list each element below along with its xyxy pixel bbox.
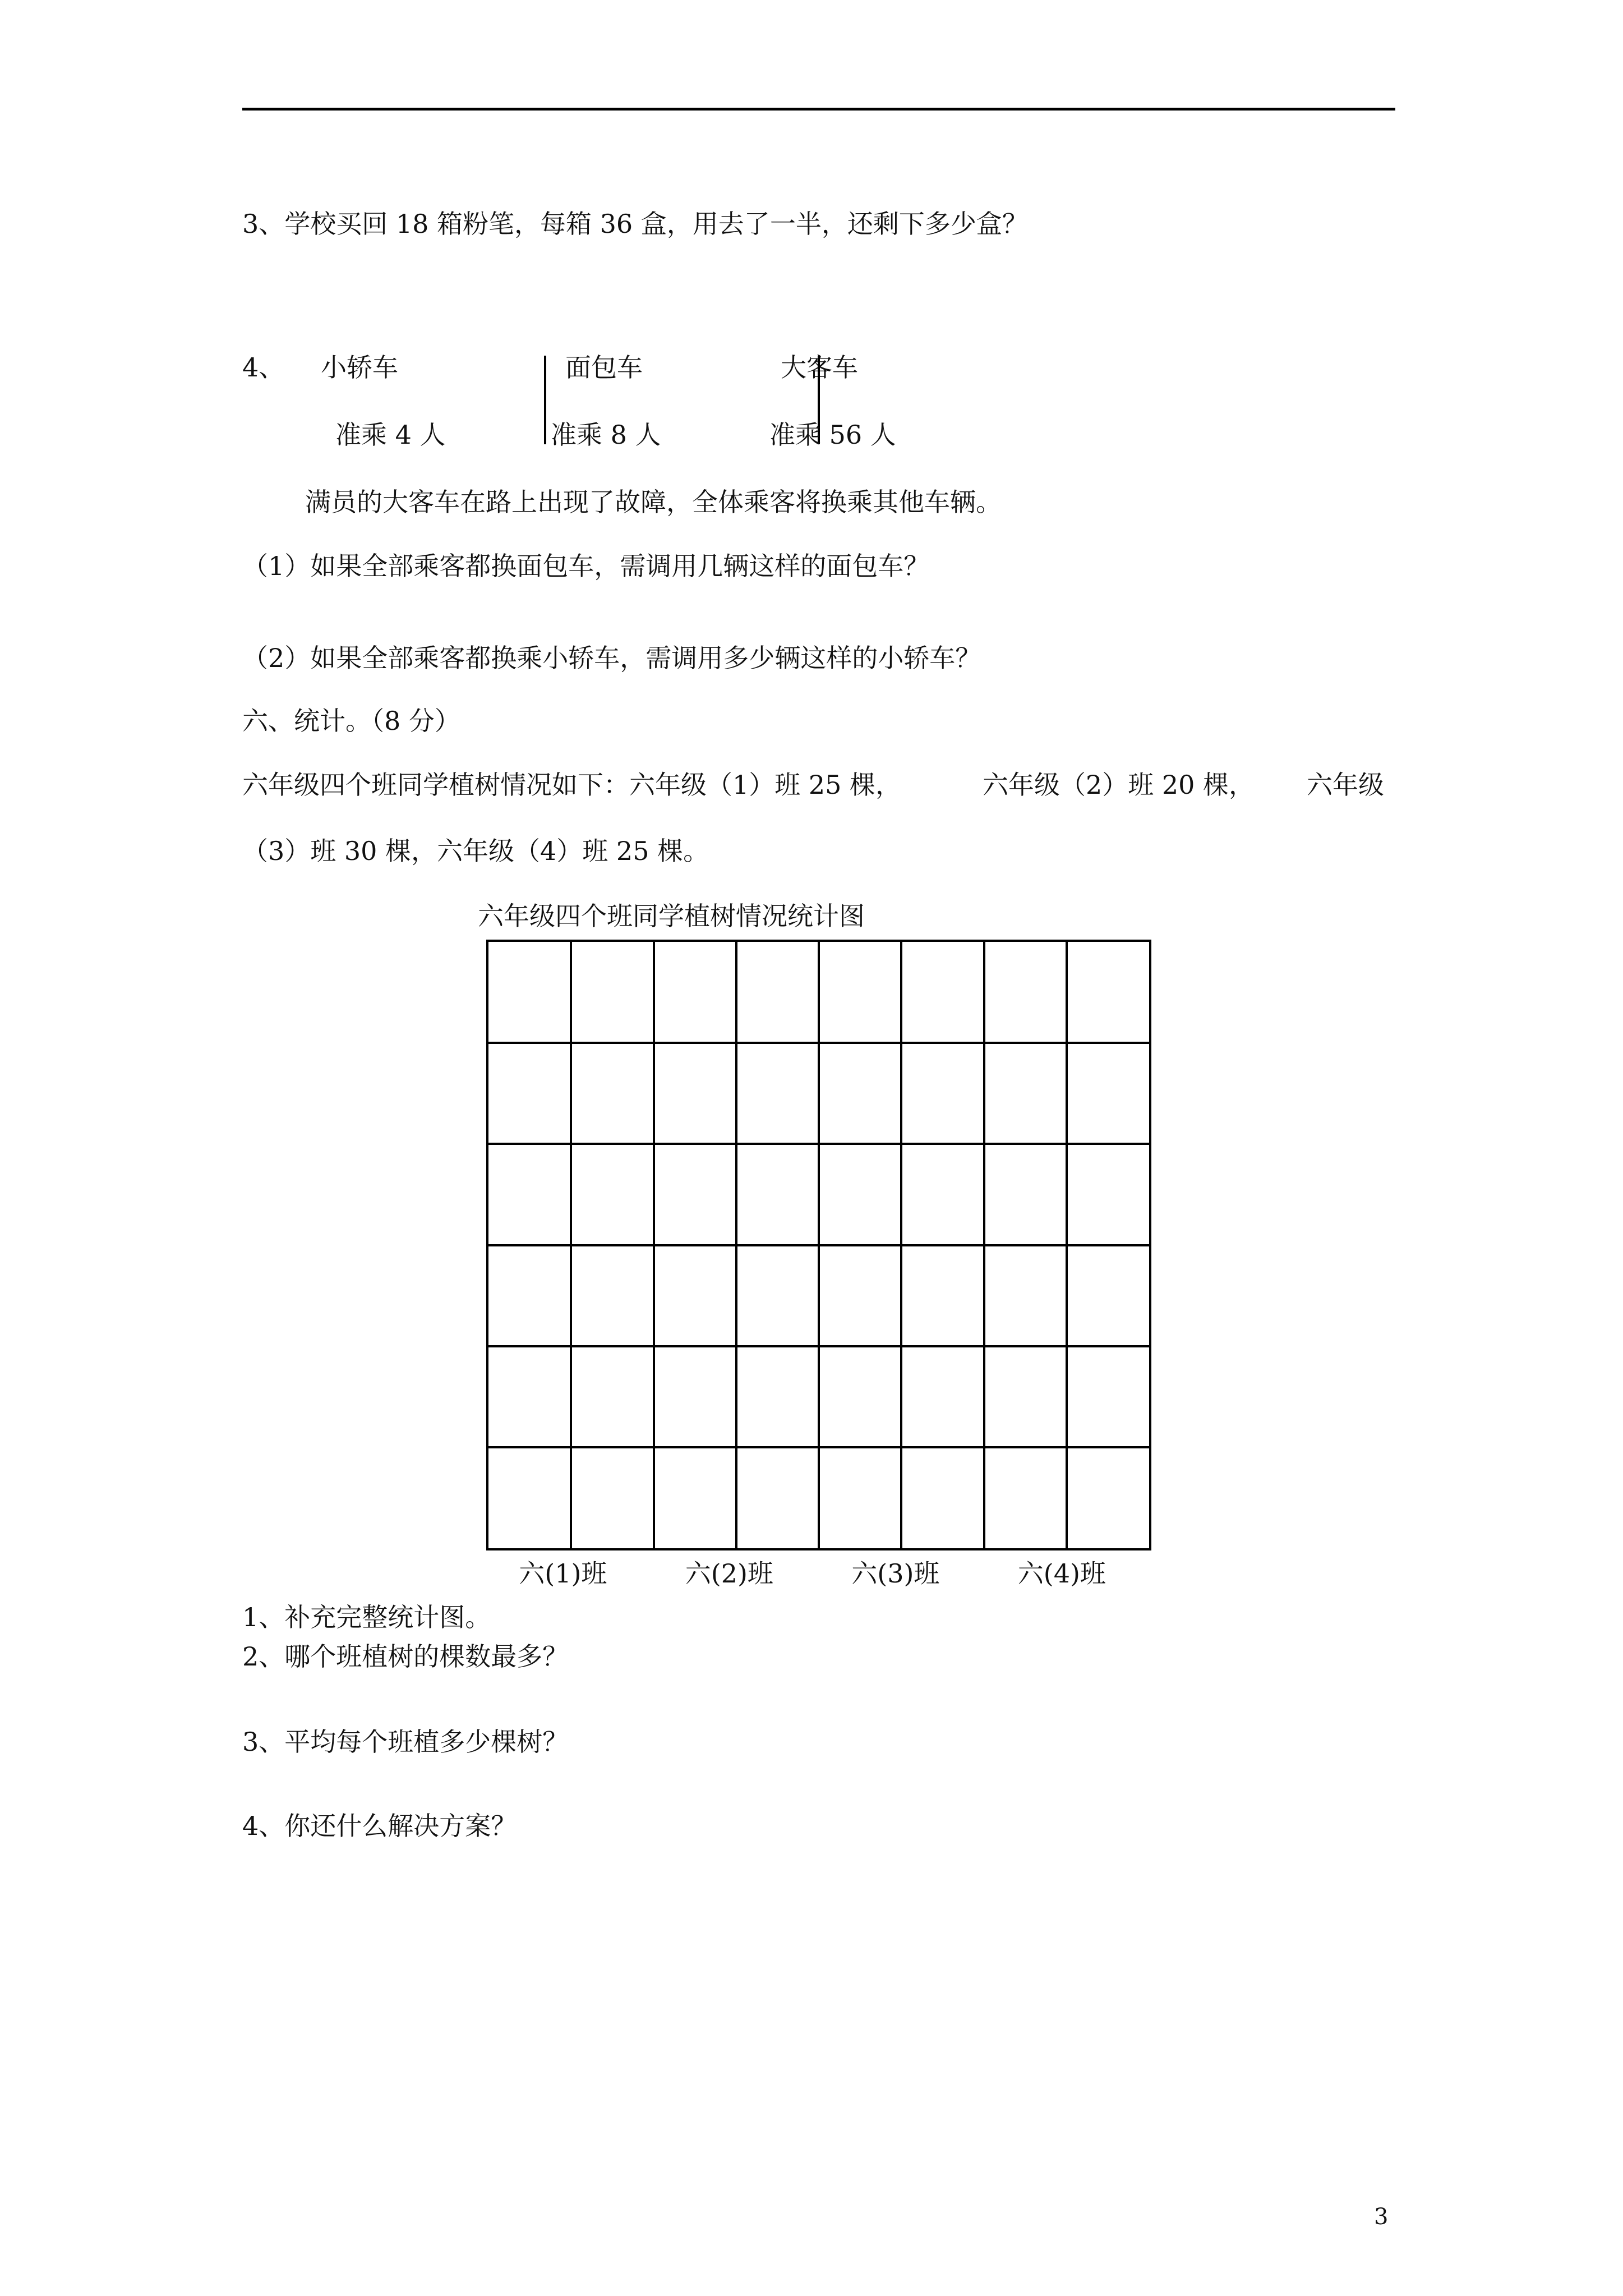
vehicle-capacity-van: 准乘 8 人 xyxy=(551,420,661,450)
divider-line xyxy=(544,356,546,444)
header-rule xyxy=(242,108,1395,111)
section-6-heading: 六、统计。（8 分） xyxy=(242,706,460,736)
section-6-desc-1c: 六年级 xyxy=(1307,770,1384,800)
vehicle-name-van: 面包车 xyxy=(565,352,643,383)
question-3: 3、平均每个班植多少棵树？ xyxy=(242,1727,569,1757)
x-tick-label: 六(4)班 xyxy=(1017,1558,1106,1589)
problem-4-sub2: （2）如果全部乘客都换乘小轿车，需调用多少辆这样的小轿车？ xyxy=(242,643,981,673)
question-1: 1、补充完整统计图。 xyxy=(242,1602,491,1632)
question-4: 4、你还什么解决方案？ xyxy=(242,1811,517,1841)
grid-hline xyxy=(488,1345,1149,1347)
bar-chart-grid xyxy=(486,940,1151,1550)
section-6-desc-1b: 六年级（2）班 20 棵， xyxy=(983,770,1255,800)
grid-hline xyxy=(488,1244,1149,1246)
problem-4-intro: 满员的大客车在路上出现了故障，全体乘客将换乘其他车辆。 xyxy=(305,487,1002,517)
page-number: 3 xyxy=(1374,2204,1389,2230)
section-6-desc-1a: 六年级四个班同学植树情况如下：六年级（1）班 25 棵， xyxy=(242,770,902,800)
vehicle-capacity-bus: 准乘 56 人 xyxy=(769,420,896,450)
x-tick-label: 六(1)班 xyxy=(519,1558,607,1589)
vehicle-capacity-car: 准乘 4 人 xyxy=(335,420,446,450)
grid-hline xyxy=(488,1143,1149,1145)
vehicle-name-car: 小轿车 xyxy=(321,352,398,383)
grid-hline xyxy=(488,1446,1149,1448)
grid-hline xyxy=(488,1042,1149,1044)
problem-4-number: 4、 xyxy=(242,352,285,383)
x-tick-label: 六(2)班 xyxy=(685,1558,773,1589)
question-2: 2、哪个班植树的棵数最多？ xyxy=(242,1641,569,1672)
vehicle-name-bus: 大客车 xyxy=(781,352,858,383)
x-tick-label: 六(3)班 xyxy=(851,1558,940,1589)
section-6-desc-2: （3）班 30 棵，六年级（4）班 25 棵。 xyxy=(242,836,709,866)
problem-3-text: 3、学校买回 18 箱粉笔，每箱 36 盒，用去了一半，还剩下多少盒？ xyxy=(242,209,1028,239)
chart-title: 六年级四个班同学植树情况统计图 xyxy=(478,901,865,931)
problem-4-sub1: （1）如果全部乘客都换面包车，需调用几辆这样的面包车？ xyxy=(242,551,930,581)
